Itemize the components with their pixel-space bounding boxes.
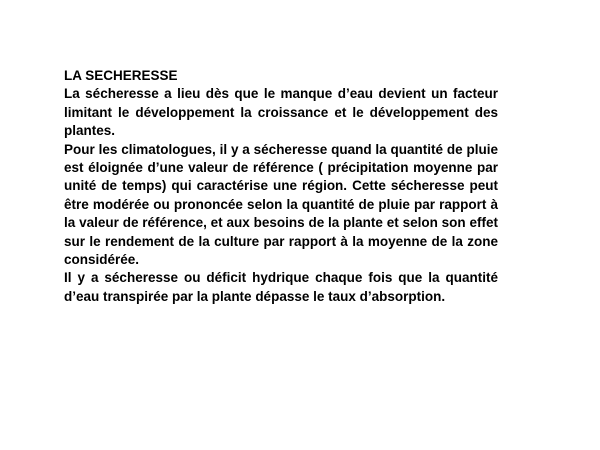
text-block [64,67,498,306]
paragraph-definition: La sécheresse a lieu dès que le manque d’eau devient un facteur limitant le développement la croissance et le développement des plantes. [64,86,498,139]
paragraph-water-deficit: Il y a sécheresse ou déficit hydrique chaque fois que la quantité d’eau transpirée par la plante dépasse le taux d’absorption. [64,270,498,304]
document-title: LA SECHERESSE [64,68,178,83]
paragraph-climatologists: Pour les climatologues, il y a sécheresse quand la quantité de pluie est éloignée d’une valeur de référence ( précipitation moyenne par unité de temps) qui caractérise une région. Cette sécheresse peut être modérée ou prononcée selon la quantité de pluie par rapport à la valeur de référence, et aux besoins de la plante et selon son effet sur le rendement de la culture par rapport à la moyenne de la zone considérée. [64,141,498,268]
